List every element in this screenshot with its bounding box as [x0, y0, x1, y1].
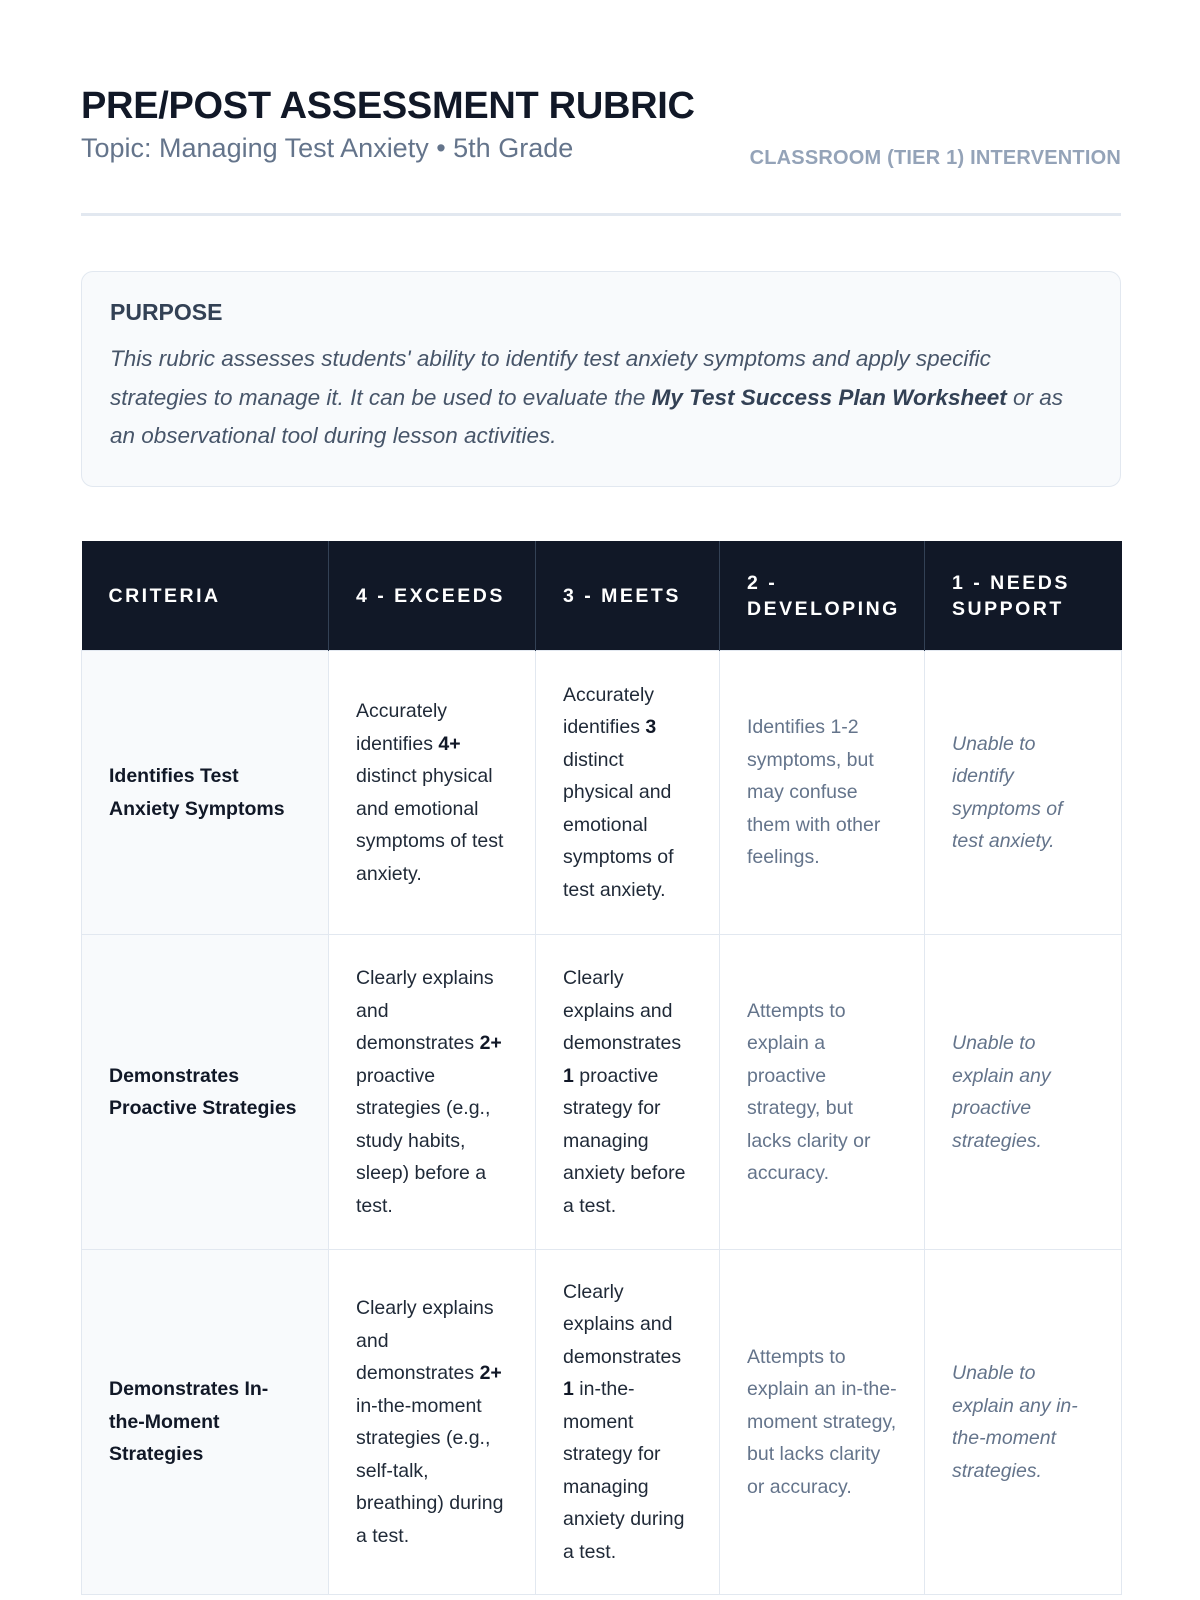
cell-text: in-the-moment strategies (e.g., self-talk, breathing) during a test. — [356, 1394, 504, 1547]
criteria-cell: Demonstrates In-the-Moment Strategies — [82, 1250, 329, 1595]
purpose-text-after: or as an observational tool during lesson activities. — [110, 384, 1064, 448]
purpose-text-before: This rubric assesses students' ability to identify test anxiety symptoms and apply specific strategies to manage it. It can be used to evaluate the — [110, 346, 991, 410]
developing-cell: Identifies 1-2 symptoms, but may confuse them with other feelings. — [720, 651, 925, 935]
column-header-exceeds: 4 - EXCEEDS — [329, 541, 536, 651]
cell-emphasis: 1 — [563, 1378, 574, 1401]
meets-cell — [536, 935, 720, 1250]
cell-emphasis: 2+ — [479, 1362, 502, 1384]
cell-text: distinct physical and emotional symptoms of test anxiety. — [563, 748, 674, 901]
cell-text: Clearly explains and demonstrates — [356, 967, 494, 1054]
criteria-cell: Identifies Test Anxiety Symptoms — [82, 651, 329, 935]
rubric-row — [82, 1250, 1122, 1595]
rubric-table — [81, 541, 1122, 1595]
purpose-label: PURPOSE — [110, 299, 223, 325]
purpose-box — [81, 271, 1121, 487]
worksheet-name: My Test Success Plan Worksheet — [651, 384, 1007, 410]
needs-support-cell: Unable to identify symptoms of test anxiety. — [925, 651, 1122, 935]
tier-label: CLASSROOM (TIER 1) INTERVENTION — [749, 147, 1121, 169]
exceeds-cell — [329, 935, 536, 1250]
developing-cell: Attempts to explain an in-the-moment strategy, but lacks clarity or accuracy. — [720, 1250, 925, 1595]
cell-emphasis: 3 — [645, 716, 657, 739]
column-header-meets: 3 - MEETS — [536, 541, 720, 651]
rubric-row — [82, 651, 1122, 935]
meets-cell — [536, 651, 720, 935]
column-header-needs-support: 1 - NEEDS SUPPORT — [925, 541, 1122, 651]
needs-support-cell: Unable to explain any in-the-moment strategies. — [925, 1250, 1122, 1595]
header-divider — [81, 213, 1121, 216]
cell-text: distinct physical and emotional symptoms of test anxiety. — [356, 765, 504, 885]
rubric-row — [82, 935, 1122, 1250]
column-header-criteria: CRITERIA — [82, 541, 329, 651]
meets-cell — [536, 1250, 720, 1595]
cell-emphasis: 4+ — [438, 732, 461, 755]
cell-text: proactive strategy for managing anxiety before a test. — [563, 1064, 686, 1217]
column-header-developing: 2 - DEVELOPING — [720, 541, 925, 651]
page-title: PRE/POST ASSESSMENT RUBRIC — [81, 85, 695, 127]
cell-text: in-the-moment strategy for managing anxiety during a test. — [563, 1378, 685, 1563]
cell-text: Clearly explains and demonstrates — [563, 1280, 682, 1368]
page-subtitle: Topic: Managing Test Anxiety • 5th Grade — [81, 133, 574, 163]
purpose-text — [110, 340, 1092, 456]
cell-text: Accurately identifies — [356, 700, 448, 755]
exceeds-cell — [329, 1250, 536, 1595]
cell-text: Clearly explains and demonstrates — [563, 967, 682, 1054]
cell-text: Clearly explains and demonstrates — [356, 1297, 494, 1384]
needs-support-cell: Unable to explain any proactive strategies. — [925, 935, 1122, 1250]
rubric-header-row — [82, 541, 1122, 651]
criteria-cell: Demonstrates Proactive Strategies — [82, 935, 329, 1250]
cell-emphasis: 1 — [563, 1064, 574, 1087]
cell-emphasis: 2+ — [479, 1032, 502, 1054]
page-header — [81, 84, 1121, 169]
cell-text: proactive strategies (e.g., study habits, sleep) before a test. — [356, 1064, 491, 1217]
developing-cell: Attempts to explain a proactive strategy, but lacks clarity or accuracy. — [720, 935, 925, 1250]
cell-text: Accurately identifies — [563, 683, 655, 739]
exceeds-cell — [329, 651, 536, 935]
